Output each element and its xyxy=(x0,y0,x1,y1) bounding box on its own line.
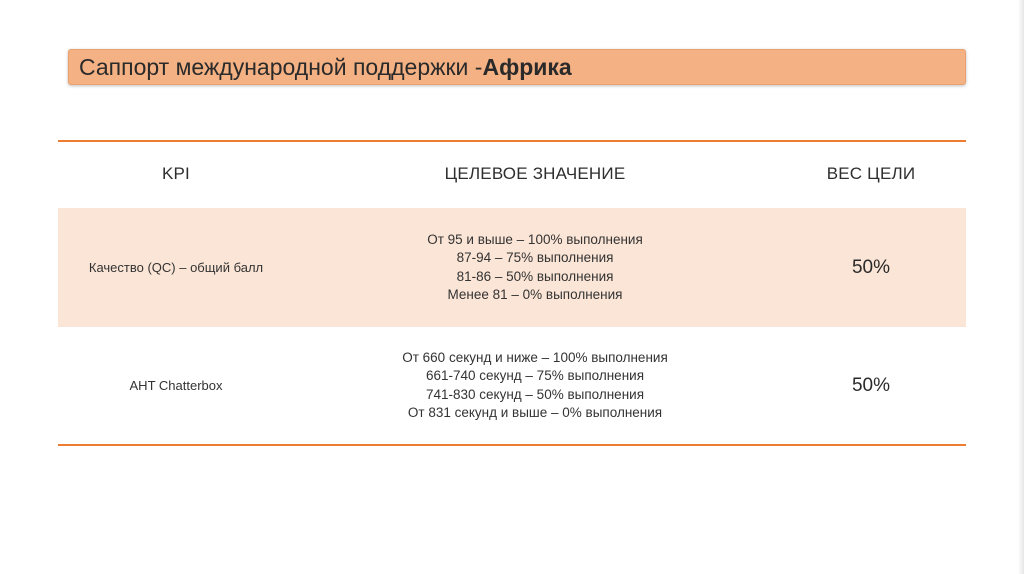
target-line: От 95 и выше – 100% выполнения xyxy=(427,231,643,247)
header-goal-weight: ВЕС ЦЕЛИ xyxy=(776,141,966,207)
target-line: 87-94 – 75% выполнения xyxy=(456,250,614,265)
title-text: Саппорт международной поддержки - xyxy=(79,53,483,80)
target-line: 81-86 – 50% выполнения xyxy=(456,268,614,284)
target-line: От 660 секунд и ниже – 100% выполнения xyxy=(402,349,668,365)
header-kpi: KPI xyxy=(58,141,294,207)
slide-edge xyxy=(1018,0,1024,574)
goal-weight: 50% xyxy=(851,256,891,278)
target-values xyxy=(294,207,776,327)
table-row xyxy=(58,207,966,327)
table-header-row xyxy=(58,141,966,207)
title-bar xyxy=(68,49,966,85)
target-line: Менее 81 – 0% выполнения xyxy=(447,287,623,302)
title-region: Африка xyxy=(482,53,572,80)
table-row xyxy=(58,327,966,445)
target-line: 741-830 секунд – 50% выполнения xyxy=(425,386,645,402)
header-target-value: ЦЕЛЕВОЕ ЗНАЧЕНИЕ xyxy=(294,141,776,207)
target-values xyxy=(294,327,776,445)
goal-weight: 50% xyxy=(851,374,891,396)
kpi-table xyxy=(58,140,966,446)
target-line: От 831 секунд и выше – 0% выполнения xyxy=(407,405,663,420)
kpi-name: Качество (QC) – общий балл xyxy=(88,260,264,275)
target-line: 661-740 секунд – 75% выполнения xyxy=(425,368,645,383)
kpi-name: AHT Chatterbox xyxy=(129,378,223,393)
